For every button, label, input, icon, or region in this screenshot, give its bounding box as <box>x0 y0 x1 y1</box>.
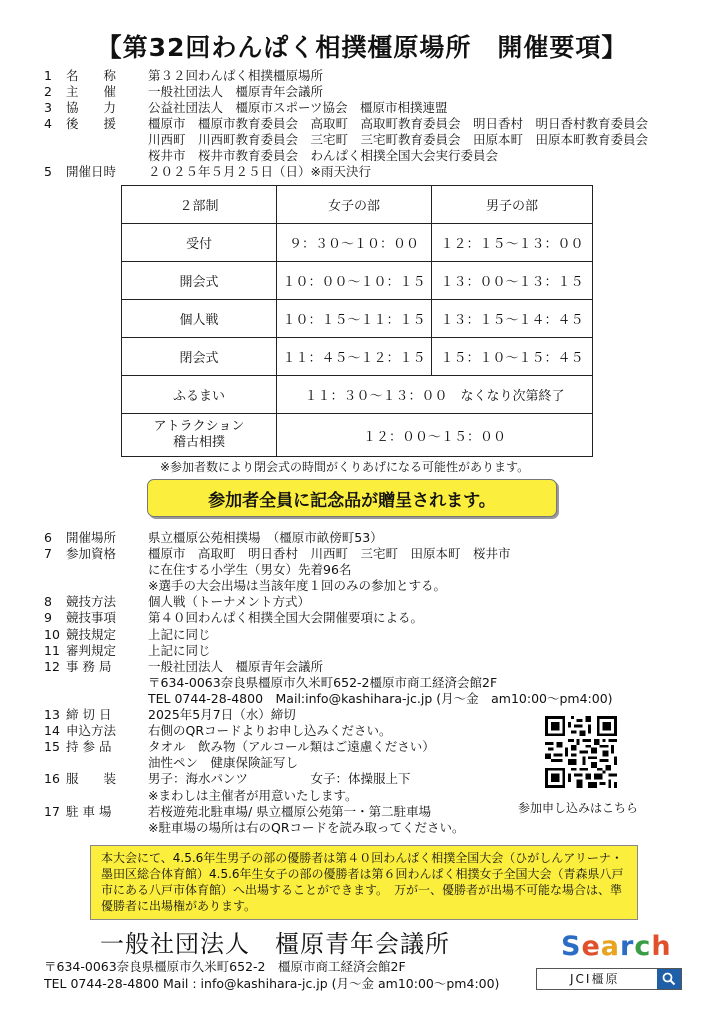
gift-banner: 参加者全員に記念品が贈呈されます。 <box>147 479 557 517</box>
qr-caption: 参加申し込みはこちら <box>518 801 639 815</box>
list-item: 14 申込方法 右側のQRコードよりお申し込みください。 <box>44 723 392 739</box>
magnifier-icon <box>662 972 676 986</box>
championship-notice: 本大会にて、4.5.6年生男子の部の優勝者は第４０回わんぱく相撲全国大会（ひがしんアリーナ・墨田区総合体育館）4.5.6年生女子の部の優勝者は第６回わんぱく相撲女子全国大会（青森県八戸市にある八戸市体育館）へ出場することができます。 万が一、優勝者が出場不可能な場合は、準優勝者に出場権があります。 <box>90 845 638 920</box>
search-box[interactable] <box>536 968 682 990</box>
table-cell: 個人戦 <box>122 300 277 338</box>
table-cell: １０：００～１０：１５ <box>277 262 432 300</box>
table-row <box>122 262 593 300</box>
table-header-row <box>122 186 593 224</box>
table-cell: １０：１５～１１：１５ <box>277 300 432 338</box>
organizer-name: 一般社団法人 橿原青年会議所 <box>100 930 450 958</box>
list-item: 4 後 援 橿原市 橿原市教育委員会 高取町 高取町教育委員会 明日香村 明日香村教育委員会 <box>44 116 649 131</box>
organizer-address: 〒634-0063奈良県橿原市久米町652-2 橿原市商工経済会館2F <box>44 959 406 974</box>
table-cell: １１：４５～１２：１５ <box>277 338 432 376</box>
list-item: 2 主 催 一般社団法人 橿原青年会議所 <box>44 84 324 99</box>
list-item: 11 審判規定 上記に同じ <box>44 642 211 658</box>
table-row <box>122 224 593 262</box>
table-cell: 開会式 <box>122 262 277 300</box>
list-item: 10 競技規定 上記に同じ <box>44 626 211 642</box>
table-header-cell: 男子の部 <box>432 186 593 224</box>
list-item: 12 事 務 局 一般社団法人 橿原青年会議所 <box>44 658 324 674</box>
list-item: 9 競技事項 第４０回わんぱく相撲全国大会開催要項による。 <box>44 610 424 626</box>
table-cell: ９：３０～１０：００ <box>277 224 432 262</box>
qr-code-graphic <box>545 716 617 788</box>
list-item: 6 開催場所 県立橿原公苑相撲場 （橿原市畝傍町53） <box>44 530 383 545</box>
search-input[interactable]: JCI橿原 <box>570 972 620 986</box>
table-cell: アトラクション 稽古相撲 <box>122 414 277 457</box>
table-header-cell: 女子の部 <box>277 186 432 224</box>
list-item: 5 開催日時 ２０２５年５月２５日（日）※雨天決行 <box>44 164 371 179</box>
list-item: 13 締 切 日 2025年5月7日（水）締切 <box>44 707 296 723</box>
search-button[interactable] <box>657 969 681 989</box>
list-item: に在住する小学生（男女）先着96名 <box>148 562 352 578</box>
details-list <box>44 530 613 836</box>
table-cell: 閉会式 <box>122 338 277 376</box>
search-logo: Search <box>561 931 672 962</box>
table-cell: 受付 <box>122 224 277 262</box>
list-item: 7 参加資格 橿原市 高取町 明日香村 川西町 三宅町 田原本町 桜井市 <box>44 546 511 562</box>
overview-list <box>44 68 648 180</box>
list-item: 16 服 装 男子：海水パンツ 女子：体操服上下 <box>44 771 411 787</box>
table-cell: １５：１０～１５：４５ <box>432 338 593 376</box>
table-cell: ふるまい <box>122 376 277 414</box>
list-item: TEL 0744-28-4800 Mail:info@kashihara-jc.jp (月～金 am10:00～pm4:00) <box>148 690 613 706</box>
list-item: 〒634-0063奈良県橿原市久米町652-2橿原市商工経済会館2F <box>148 674 498 690</box>
list-item: ※まわしは主催者が用意いたします。 <box>148 787 358 803</box>
table-cell: １３：１５～１４：４５ <box>432 300 593 338</box>
qr-code[interactable] <box>545 716 617 788</box>
list-item: ※選手の大会出場は当該年度１回のみの参加とする。 <box>148 578 446 594</box>
list-item: 17 駐 車 場 若桜遊苑北駐車場/ 県立橿原公苑第一・第二駐車場 <box>44 803 432 819</box>
list-item: ※駐車場の場所は右のQRコードを読み取ってください。 <box>148 819 465 835</box>
table-cell: １２：１５～１３：００ <box>432 224 593 262</box>
list-item: 桜井市 桜井市教育委員会 わんぱく相撲全国大会実行委員会 <box>148 148 499 163</box>
list-item: 3 協 力 公益社団法人 橿原市スポーツ協会 橿原市相撲連盟 <box>44 100 448 115</box>
table-header-cell: ２部制 <box>122 186 277 224</box>
table-cell: １２：００～１５：００ <box>277 414 593 457</box>
table-row <box>122 338 593 376</box>
list-item: 15 持 参 品 タオル 飲み物（アルコール類はご遠慮ください） <box>44 739 435 755</box>
list-item: 1 名 称 第３２回わんぱく相撲橿原場所 <box>44 68 324 83</box>
table-cell: １１：３０～１３：００ なくなり次第終了 <box>277 376 593 414</box>
table-row <box>122 376 593 414</box>
schedule-note: ※参加者数により閉会式の時間がくりあげになる可能性があります。 <box>160 460 530 474</box>
table-row <box>122 414 593 457</box>
list-item: 8 競技方法 個人戦（トーナメント方式） <box>44 594 311 610</box>
table-cell: １３：００～１３：１５ <box>432 262 593 300</box>
organizer-contact: TEL 0744-28-4800 Mail : info@kashihara-jc.jp (月～金 am10:00～pm4:00) <box>44 976 500 991</box>
list-item: 川西町 川西町教育委員会 三宅町 三宅町教育委員会 田原本町 田原本町教育委員会 <box>148 132 649 147</box>
schedule-table <box>121 185 593 457</box>
page-title: 【第32回わんぱく相撲橿原場所 開催要項】 <box>96 33 628 62</box>
list-item: 油性ペン 健康保険証写し <box>148 755 299 771</box>
table-row <box>122 300 593 338</box>
